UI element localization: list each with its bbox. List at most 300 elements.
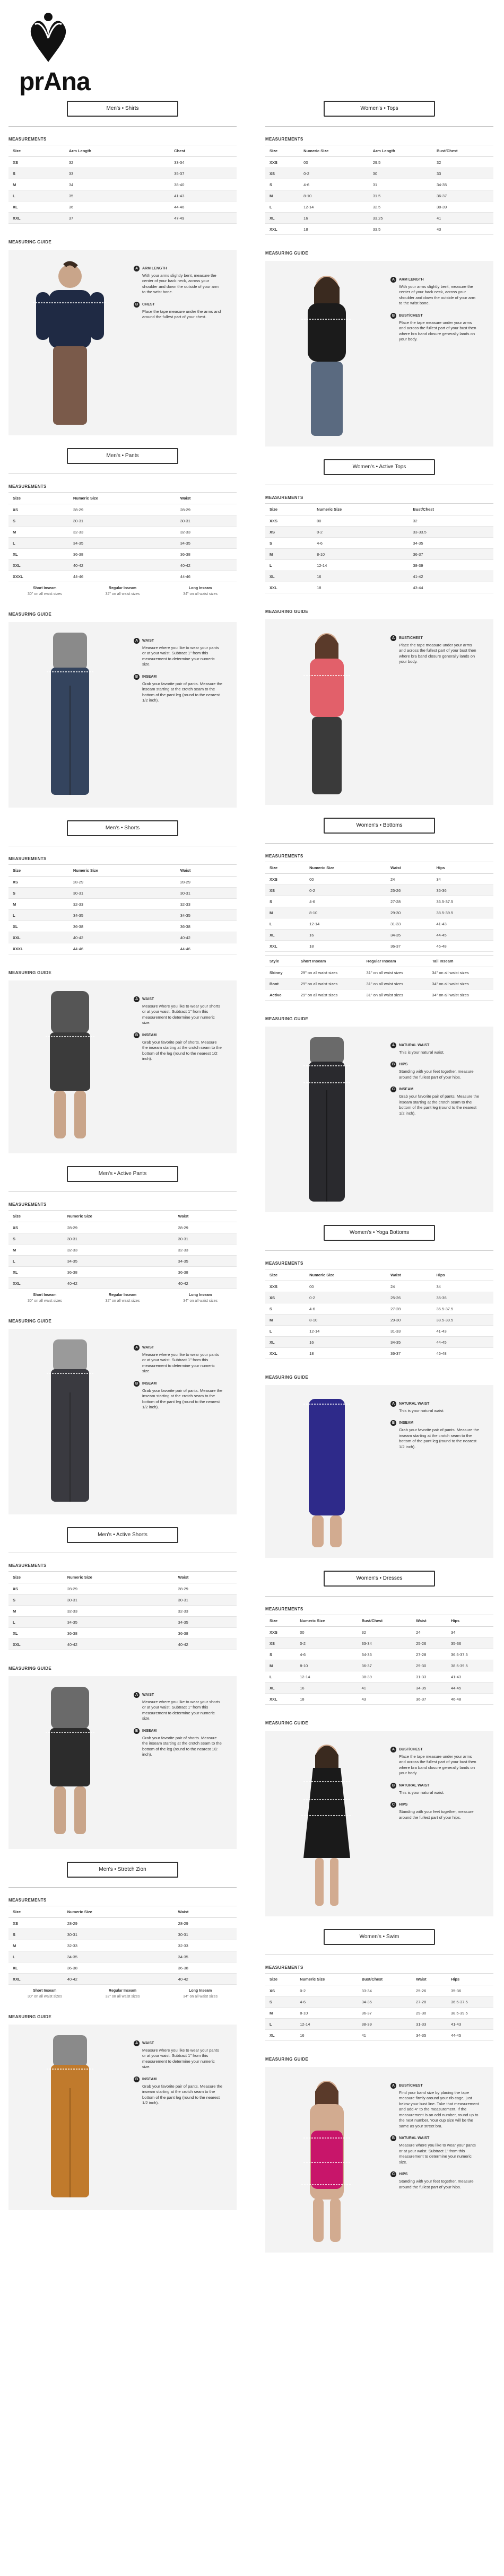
table-row bbox=[8, 190, 237, 201]
table-row bbox=[8, 1594, 237, 1606]
table-cell: 31" on all waist sizes bbox=[362, 989, 428, 1001]
table-row bbox=[8, 549, 237, 560]
table-cell: 34-35 bbox=[412, 1683, 447, 1694]
size-table bbox=[8, 492, 237, 582]
table-row bbox=[265, 2030, 493, 2041]
model-photo bbox=[23, 986, 117, 1148]
table-row bbox=[265, 560, 493, 571]
measuring-guide bbox=[8, 2025, 237, 2210]
table-cell: 30-31 bbox=[174, 1929, 237, 1940]
table-row bbox=[265, 157, 493, 168]
inseam-label: Long Inseam bbox=[189, 1293, 212, 1297]
table-cell: 28-29 bbox=[174, 1583, 237, 1594]
guide-heading-text: WAIST bbox=[142, 638, 154, 643]
guide-marker-icon: A bbox=[390, 635, 396, 641]
table-cell: 44-46 bbox=[176, 571, 237, 582]
table-cell: 32-33 bbox=[63, 1606, 174, 1617]
column-header: Numeric Size bbox=[305, 1269, 386, 1281]
table-cell: XXL bbox=[8, 932, 69, 943]
column-header: Numeric Size bbox=[299, 145, 369, 157]
guide-item bbox=[390, 1087, 480, 1116]
inseam-table bbox=[265, 955, 493, 1001]
table-cell: 29-30 bbox=[412, 1660, 447, 1671]
table-cell: 34-35 bbox=[63, 1256, 174, 1267]
table-cell: 34 bbox=[432, 874, 493, 885]
table-cell: XS bbox=[265, 1638, 296, 1649]
table-header-row bbox=[8, 1906, 237, 1918]
table-row bbox=[265, 190, 493, 201]
guide-text bbox=[134, 1345, 223, 1417]
column-header: Size bbox=[265, 1615, 296, 1627]
table-cell: 32-33 bbox=[174, 1245, 237, 1256]
table-cell: 00 bbox=[299, 157, 369, 168]
size-table bbox=[265, 1269, 493, 1359]
table-cell: 30-31 bbox=[174, 1594, 237, 1606]
table-cell: 12-14 bbox=[305, 1326, 386, 1337]
guide-heading bbox=[390, 1802, 480, 1808]
table-cell: XL bbox=[265, 930, 305, 941]
guide-description: Place the tape measure under your arms and across the fullest part of your bust then where bra band closure generally lands on your body. bbox=[399, 320, 476, 342]
table-cell: 32 bbox=[409, 515, 493, 527]
table-row bbox=[8, 1583, 237, 1594]
table-cell: 18 bbox=[296, 1694, 357, 1705]
table-cell: 36-37 bbox=[386, 1348, 432, 1359]
table-row bbox=[265, 918, 493, 930]
table-cell: S bbox=[8, 515, 69, 527]
section-header bbox=[265, 459, 493, 492]
table-cell: 38-39 bbox=[432, 201, 493, 213]
measuring-guide bbox=[8, 250, 237, 435]
table-cell: 36-37 bbox=[412, 1694, 447, 1705]
table-cell: 36.5-37.5 bbox=[432, 896, 493, 907]
table-cell: L bbox=[265, 2019, 296, 2030]
table-cell: 8-10 bbox=[296, 2008, 357, 2019]
table-cell: 44-46 bbox=[170, 201, 237, 213]
section-title: Men's • Active Shorts bbox=[67, 1527, 178, 1543]
table-cell: XS bbox=[8, 157, 65, 168]
guide-description: Grab your favorite pair of pants. Measure the inseam starting at the crotch seam to the bottom of the pant leg (round to the nearest 1/2 inch). bbox=[399, 1094, 480, 1116]
table-cell: 34-35 bbox=[409, 538, 493, 549]
table-cell: 35-36 bbox=[432, 885, 493, 896]
table-row bbox=[265, 1337, 493, 1348]
table-cell: XXS bbox=[265, 515, 312, 527]
column-header: Numeric Size bbox=[296, 1615, 357, 1627]
table-cell: 31 bbox=[369, 179, 432, 190]
table-cell: 35-36 bbox=[447, 1638, 493, 1649]
table-cell: 34-35 bbox=[69, 538, 176, 549]
table-cell: 24 bbox=[412, 1627, 447, 1638]
table-cell: XXXL bbox=[8, 571, 69, 582]
guide-item bbox=[134, 1032, 223, 1062]
table-cell: XXS bbox=[265, 1281, 305, 1292]
table-row bbox=[8, 1245, 237, 1256]
table-cell: 00 bbox=[305, 874, 386, 885]
table-row bbox=[8, 1267, 237, 1278]
table-cell: 33 bbox=[432, 168, 493, 179]
table-cell: 35-36 bbox=[432, 1292, 493, 1303]
guide-marker-icon: A bbox=[134, 266, 140, 271]
table-row bbox=[265, 1281, 493, 1292]
section-title: Women's • Yoga Bottoms bbox=[324, 1225, 435, 1241]
table-cell: 12-14 bbox=[312, 560, 409, 571]
table-cell: XS bbox=[8, 1918, 63, 1929]
table-cell: S bbox=[8, 888, 69, 899]
table-row bbox=[8, 168, 237, 179]
size-table bbox=[265, 862, 493, 952]
table-cell: 34" on all waist sizes bbox=[428, 989, 493, 1001]
guide-heading-text: BUST/CHEST bbox=[399, 313, 423, 318]
table-cell: 34" on all waist sizes bbox=[428, 978, 493, 989]
guide-marker-icon: A bbox=[390, 277, 396, 283]
guide-heading bbox=[134, 1728, 223, 1734]
table-cell: XL bbox=[265, 571, 312, 582]
guide-heading bbox=[390, 1042, 480, 1048]
table-cell: 28-29 bbox=[176, 877, 237, 888]
inseam-label: Regular Inseam bbox=[108, 1989, 137, 1993]
table-cell: 34-35 bbox=[432, 179, 493, 190]
column-header: Waist bbox=[174, 1572, 237, 1583]
guide-heading bbox=[134, 674, 223, 680]
inseam-option bbox=[183, 1989, 218, 1999]
table-header-row bbox=[8, 865, 237, 877]
guide-description: Standing with your feet together, measure around the fullest part of your hips. bbox=[399, 1069, 474, 1080]
table-cell: XXL bbox=[8, 213, 65, 224]
table-cell: 36-38 bbox=[69, 921, 176, 932]
measurements-label: MEASUREMENTS bbox=[8, 1202, 47, 1207]
table-cell: 37 bbox=[65, 213, 170, 224]
column-header: Arm Length bbox=[369, 145, 432, 157]
guide-heading bbox=[134, 266, 223, 271]
table-cell: 27-28 bbox=[386, 1303, 432, 1315]
table-row bbox=[265, 1292, 493, 1303]
table-cell: 0-2 bbox=[305, 885, 386, 896]
table-cell: 0-2 bbox=[296, 1638, 357, 1649]
table-cell: XL bbox=[265, 1337, 305, 1348]
table-cell: 34-35 bbox=[174, 1256, 237, 1267]
guide-description: Grab your favorite pair of pants. Measure the inseam starting at the crotch seam to the bottom of the pant leg (round to the nearest 1/2 inch). bbox=[142, 1388, 223, 1410]
table-row bbox=[8, 1962, 237, 1974]
table-cell: M bbox=[265, 907, 305, 918]
table-cell: 40-42 bbox=[176, 560, 237, 571]
table-cell: 40-42 bbox=[69, 560, 176, 571]
table-cell: 46-48 bbox=[432, 1348, 493, 1359]
column-header: Size bbox=[265, 504, 312, 515]
guide-item bbox=[134, 2076, 223, 2106]
table-row bbox=[8, 1918, 237, 1929]
guide-item bbox=[134, 996, 223, 1026]
table-cell: S bbox=[265, 1996, 296, 2008]
table-cell: 29-30 bbox=[386, 907, 432, 918]
table-cell: 44-45 bbox=[432, 930, 493, 941]
table-cell: M bbox=[265, 549, 312, 560]
table-row bbox=[8, 888, 237, 899]
guide-marker-icon: A bbox=[390, 2083, 396, 2089]
measuring-guide bbox=[8, 622, 237, 808]
table-row bbox=[8, 213, 237, 224]
inseam-option bbox=[183, 586, 218, 596]
guide-item bbox=[134, 674, 223, 704]
table-cell: L bbox=[8, 538, 69, 549]
guide-marker-icon: A bbox=[390, 1401, 396, 1407]
size-table bbox=[8, 1571, 237, 1650]
table-cell: XXL bbox=[8, 1974, 63, 1985]
table-cell: 25-26 bbox=[386, 1292, 432, 1303]
table-row bbox=[8, 1233, 237, 1245]
guide-marker-icon: A bbox=[390, 1042, 396, 1048]
table-cell: 33.5 bbox=[369, 224, 432, 235]
section-header bbox=[8, 1862, 237, 1895]
size-table bbox=[8, 864, 237, 954]
table-cell: 33 bbox=[65, 168, 170, 179]
measurements-label: MEASUREMENTS bbox=[265, 137, 303, 142]
table-row bbox=[8, 527, 237, 538]
column-header: Numeric Size bbox=[296, 1974, 357, 1985]
table-cell: 24 bbox=[386, 874, 432, 885]
table-cell: 32-33 bbox=[174, 1940, 237, 1951]
guide-item bbox=[390, 1062, 480, 1080]
measurements-label: MEASUREMENTS bbox=[8, 1898, 47, 1903]
table-header-row bbox=[8, 1211, 237, 1222]
section-title: Women's • Tops bbox=[324, 101, 435, 117]
table-cell: S bbox=[8, 168, 65, 179]
table-header-row bbox=[265, 1269, 493, 1281]
table-row bbox=[265, 179, 493, 190]
table-cell: 28-29 bbox=[174, 1222, 237, 1233]
column-header: Waist bbox=[386, 862, 432, 874]
measurements-label: MEASUREMENTS bbox=[265, 854, 303, 858]
table-cell: 33-33.5 bbox=[409, 527, 493, 538]
guide-heading-text: WAIST bbox=[142, 997, 154, 1001]
table-cell: 4-6 bbox=[305, 896, 386, 907]
table-row bbox=[265, 1627, 493, 1638]
table-cell: 46-48 bbox=[432, 941, 493, 952]
brand-logo bbox=[19, 12, 125, 96]
guide-heading-text: WAIST bbox=[142, 1345, 154, 1350]
guide-marker-icon: B bbox=[134, 1728, 140, 1734]
guide-description: This is your natural waist. bbox=[399, 1408, 445, 1413]
column-header: Hips bbox=[447, 1974, 493, 1985]
table-cell: L bbox=[265, 918, 305, 930]
guide-marker-icon: A bbox=[134, 1345, 140, 1351]
table-cell: XXL bbox=[265, 1694, 296, 1705]
guide-item bbox=[134, 1728, 223, 1758]
brand-wordmark: prAna bbox=[19, 68, 90, 96]
guide-heading-text: BUST/CHEST bbox=[399, 636, 423, 640]
table-cell: 28-29 bbox=[69, 504, 176, 515]
table-row bbox=[265, 168, 493, 179]
guide-marker-icon: B bbox=[390, 313, 396, 319]
table-cell: 35 bbox=[65, 190, 170, 201]
guide-item bbox=[134, 1345, 223, 1374]
table-cell: M bbox=[8, 899, 69, 910]
table-cell: 36-38 bbox=[174, 1962, 237, 1974]
guide-heading bbox=[390, 1783, 480, 1789]
section-title: Men's • Active Pants bbox=[67, 1166, 178, 1182]
section-title: Women's • Dresses bbox=[324, 1571, 435, 1587]
table-cell: XS bbox=[8, 1583, 63, 1594]
table-cell: 36-37 bbox=[386, 941, 432, 952]
inseam-value: 32" on all waist sizes bbox=[105, 1995, 140, 1999]
guide-item bbox=[390, 1420, 480, 1450]
model-photo bbox=[280, 1390, 373, 1553]
column-header: Numeric Size bbox=[69, 493, 176, 504]
inseam-row bbox=[8, 1985, 237, 1999]
guide-description: Standing with your feet together, measure around the fullest part of your hips. bbox=[399, 2179, 474, 2189]
table-row bbox=[265, 896, 493, 907]
measuring-guide-label: MEASURING GUIDE bbox=[8, 240, 51, 244]
table-cell: 4-6 bbox=[296, 1996, 357, 2008]
section-header bbox=[265, 1225, 493, 1258]
table-cell: 29.5 bbox=[369, 157, 432, 168]
measuring-guide-label: MEASURING GUIDE bbox=[8, 1319, 51, 1324]
section-title: Women's • Swim bbox=[324, 1929, 435, 1945]
table-row bbox=[265, 978, 493, 989]
table-cell: XL bbox=[8, 921, 69, 932]
column-header: Size bbox=[8, 1211, 63, 1222]
size-table bbox=[265, 503, 493, 593]
table-cell: 38-40 bbox=[170, 179, 237, 190]
section-title: Women's • Active Tops bbox=[324, 459, 435, 475]
table-row bbox=[265, 213, 493, 224]
table-row bbox=[8, 1222, 237, 1233]
table-cell: 4-6 bbox=[305, 1303, 386, 1315]
guide-heading-text: NATURAL WAIST bbox=[399, 1043, 430, 1047]
table-cell: XS bbox=[8, 877, 69, 888]
guide-description: Measure where you like to wear your shorts or at your waist. Subtract 1" from this measurement to determine your numeric size. bbox=[142, 1699, 220, 1721]
table-cell: XXL bbox=[265, 224, 299, 235]
table-cell: 32 bbox=[358, 1627, 412, 1638]
guide-marker-icon: B bbox=[390, 2135, 396, 2141]
table-cell: 40-42 bbox=[63, 1639, 174, 1650]
table-cell: XL bbox=[265, 1683, 296, 1694]
table-cell: 33-34 bbox=[358, 1638, 412, 1649]
table-row bbox=[8, 157, 237, 168]
table-cell: 4-6 bbox=[312, 538, 409, 549]
table-cell: 36-38 bbox=[69, 549, 176, 560]
table-row bbox=[265, 1315, 493, 1326]
table-cell: 00 bbox=[312, 515, 409, 527]
table-cell: 36.5-37.5 bbox=[432, 1303, 493, 1315]
measuring-guide-label: MEASURING GUIDE bbox=[8, 612, 51, 617]
measuring-guide-label: MEASURING GUIDE bbox=[265, 609, 308, 614]
table-cell: 25-26 bbox=[412, 1985, 447, 1996]
guide-description: With your arms slightly bent, measure the center of your back neck, across your shoulder and down the outside of your arm to the wrist bone. bbox=[399, 284, 475, 306]
table-cell: XS bbox=[265, 527, 312, 538]
table-row bbox=[265, 1985, 493, 1996]
table-cell: M bbox=[8, 527, 69, 538]
table-cell: 8-10 bbox=[305, 1315, 386, 1326]
table-row bbox=[8, 877, 237, 888]
table-row bbox=[265, 1683, 493, 1694]
table-cell: 41-43 bbox=[170, 190, 237, 201]
table-row bbox=[265, 885, 493, 896]
table-cell: 32-33 bbox=[69, 527, 176, 538]
guide-heading-text: ARM LENGTH bbox=[142, 266, 167, 270]
guide-marker-icon: B bbox=[390, 1420, 396, 1426]
table-cell: S bbox=[265, 1649, 296, 1660]
table-cell: 28-29 bbox=[69, 877, 176, 888]
table-cell: 34-35 bbox=[174, 1617, 237, 1628]
table-cell: XL bbox=[265, 2030, 296, 2041]
guide-text bbox=[390, 635, 480, 671]
table-cell: 31.5 bbox=[369, 190, 432, 201]
table-cell: 8-10 bbox=[299, 190, 369, 201]
column-header: Bust/Chest bbox=[409, 504, 493, 515]
table-cell: 40-42 bbox=[174, 1278, 237, 1289]
table-row bbox=[265, 582, 493, 593]
table-cell: 33-34 bbox=[358, 1985, 412, 1996]
guide-item bbox=[390, 1802, 480, 1820]
table-row bbox=[8, 910, 237, 921]
table-cell: 36.5-37.5 bbox=[447, 1996, 493, 2008]
measuring-guide bbox=[265, 261, 493, 446]
table-row bbox=[265, 527, 493, 538]
table-cell: 36-38 bbox=[63, 1267, 174, 1278]
section-header bbox=[265, 818, 493, 851]
column-header: Size bbox=[8, 1572, 63, 1583]
table-cell: 44-45 bbox=[447, 2030, 493, 2041]
table-cell: 38.5-39.5 bbox=[432, 907, 493, 918]
table-cell: 38-39 bbox=[358, 2019, 412, 2030]
table-cell: 30-31 bbox=[63, 1594, 174, 1606]
table-cell: 31-33 bbox=[386, 1326, 432, 1337]
size-table bbox=[265, 1973, 493, 2041]
guide-text bbox=[390, 1401, 480, 1456]
column-header: Numeric Size bbox=[63, 1906, 174, 1918]
table-cell: XL bbox=[8, 201, 65, 213]
table-cell: L bbox=[8, 1951, 63, 1962]
table-row bbox=[265, 1326, 493, 1337]
column-header: Numeric Size bbox=[63, 1211, 174, 1222]
inseam-label: Short Inseam bbox=[33, 586, 57, 590]
table-cell: 27-28 bbox=[412, 1649, 447, 1660]
table-cell: 35-37 bbox=[170, 168, 237, 179]
model-photo bbox=[23, 1334, 117, 1509]
section-title: Men's • Stretch Zion bbox=[67, 1862, 178, 1878]
table-cell: 38.5-39.5 bbox=[432, 1315, 493, 1326]
table-cell: 36-38 bbox=[176, 921, 237, 932]
column-header: Size bbox=[8, 493, 69, 504]
table-cell: 34-35 bbox=[386, 1337, 432, 1348]
table-cell: L bbox=[8, 910, 69, 921]
table-cell: 12-14 bbox=[296, 2019, 357, 2030]
guide-heading-text: WAIST bbox=[142, 2041, 154, 2045]
table-cell: 29" on all waist sizes bbox=[297, 978, 362, 989]
column-header: Numeric Size bbox=[63, 1572, 174, 1583]
table-cell: 16 bbox=[305, 1337, 386, 1348]
column-header: Numeric Size bbox=[69, 865, 176, 877]
column-header: Hips bbox=[432, 1269, 493, 1281]
guide-heading bbox=[390, 313, 480, 319]
table-row bbox=[265, 1996, 493, 2008]
table-cell: M bbox=[265, 2008, 296, 2019]
table-cell: 25-26 bbox=[412, 1638, 447, 1649]
table-cell: 34-35 bbox=[176, 910, 237, 921]
measurements-label: MEASUREMENTS bbox=[265, 1965, 303, 1970]
guide-heading bbox=[134, 1381, 223, 1387]
inseam-value: 30" on all waist sizes bbox=[28, 1995, 62, 1999]
guide-text bbox=[134, 1692, 223, 1764]
table-cell: 36-37 bbox=[358, 1660, 412, 1671]
guide-heading bbox=[390, 1087, 480, 1092]
table-cell: XXL bbox=[8, 1278, 63, 1289]
column-header: Numeric Size bbox=[312, 504, 409, 515]
guide-marker-icon: A bbox=[134, 2040, 140, 2046]
column-header: Waist bbox=[176, 865, 237, 877]
table-cell: XS bbox=[8, 1222, 63, 1233]
guide-item bbox=[390, 1401, 480, 1414]
table-cell: XS bbox=[265, 1292, 305, 1303]
